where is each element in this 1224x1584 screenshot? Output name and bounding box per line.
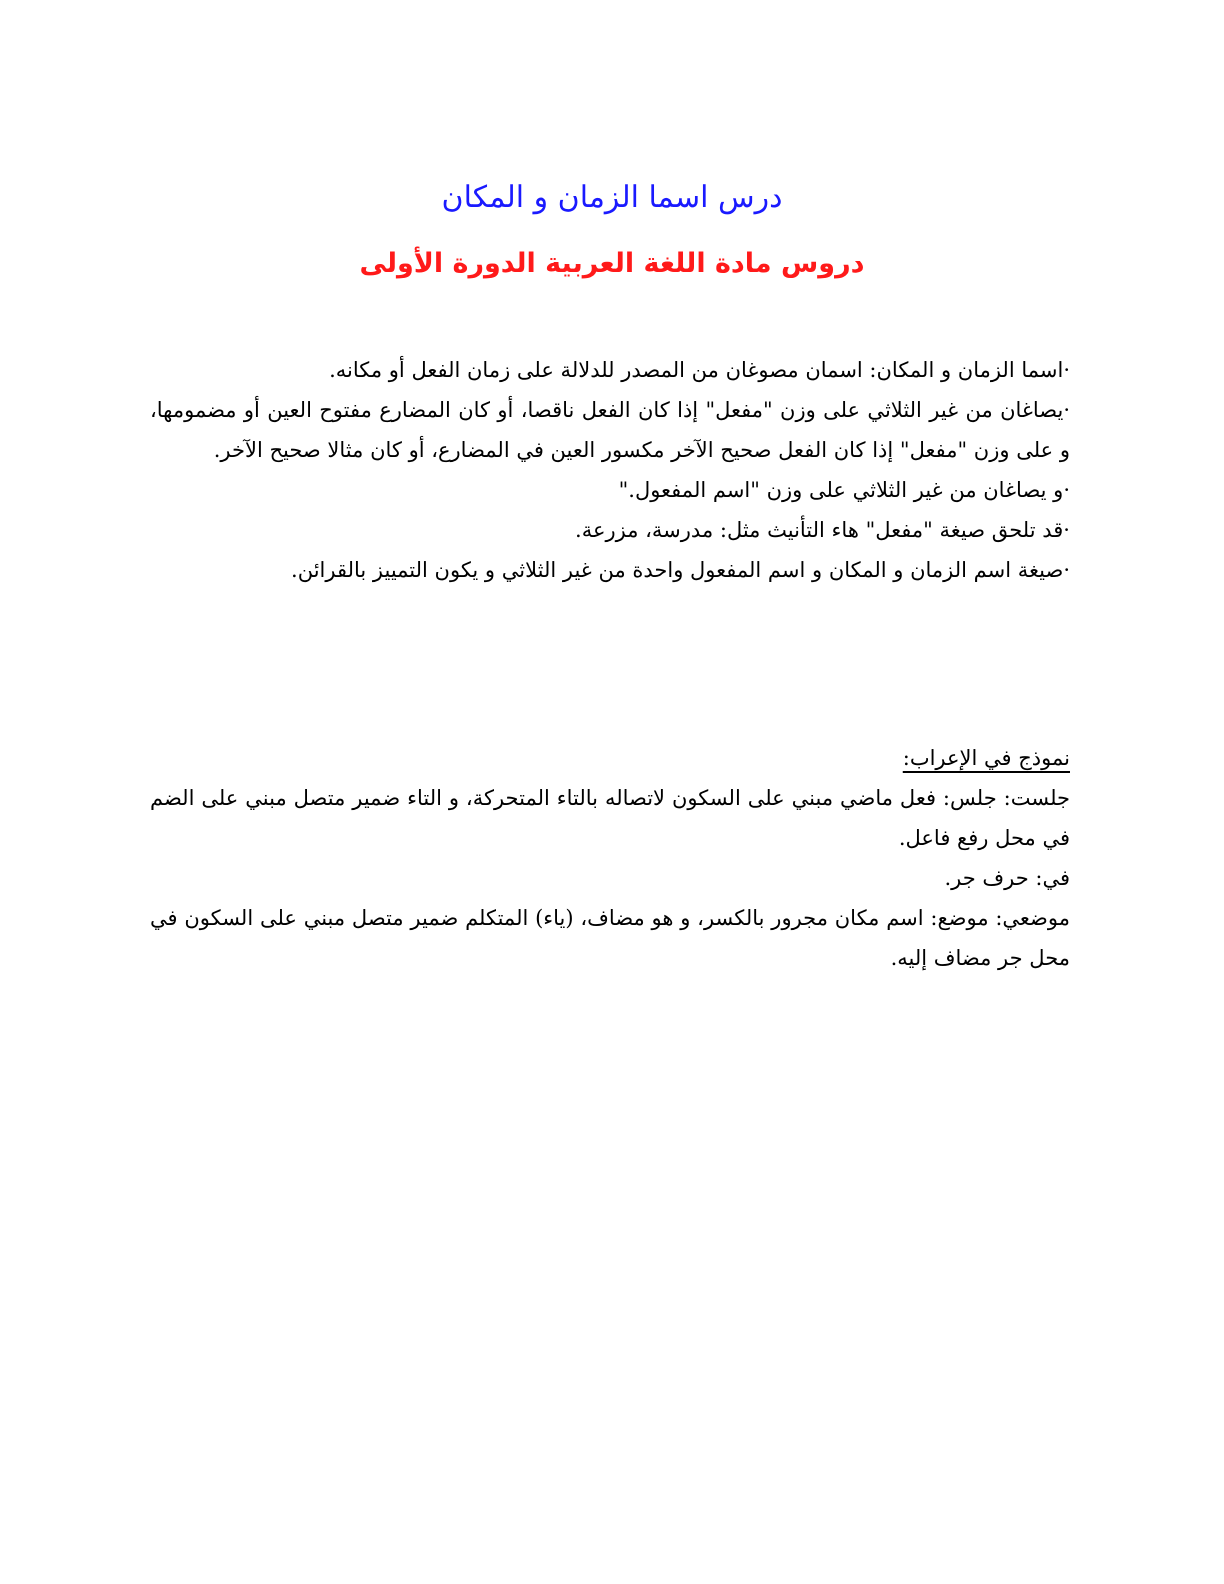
example-line: موضعي: موضع: اسم مكان مجرور بالكسر، و هو مضاف، (ياء) المتكلم ضمير متصل مبني على السكون في محل جر مضاف إليه. [150,906,1070,970]
lesson-subtitle: دروس مادة اللغة العربية الدورة الأولى [359,248,865,279]
example-heading: نموذج في الإعراب: [902,746,1070,770]
example-line: في: حرف جر. [944,866,1070,890]
rule-paragraph: ·يصاغان من غير الثلاثي على وزن "مفعل" إذا كان الفعل ناقصا، أو كان المضارع مفتوح العين أو مضمومها، و على وزن "مفعل" إذا كان الفعل صحيح الآخر مكسور العين في المضارع، أو كان مثالا صحيح الآخر. [150,398,1070,462]
rule-paragraph: ·و يصاغان من غير الثلاثي على وزن "اسم المفعول." [618,478,1070,502]
lesson-title: درس اسما الزمان و المكان [441,180,783,215]
rule-paragraph: ·صيغة اسم الزمان و المكان و اسم المفعول واحدة من غير الثلاثي و يكون التمييز بالقرائن. [291,558,1070,582]
parsing-example-section [150,738,1070,978]
rules-section [150,350,1070,590]
example-line: جلست: جلس: فعل ماضي مبني على السكون لاتصاله بالتاء المتحركة، و التاء ضمير متصل مبني على الضم في محل رفع فاعل. [150,786,1070,850]
rule-paragraph: ·قد تلحق صيغة "مفعل" هاء التأنيث مثل: مدرسة، مزرعة. [575,518,1070,542]
rule-paragraph: ·اسما الزمان و المكان: اسمان مصوغان من المصدر للدلالة على زمان الفعل أو مكانه. [329,358,1070,382]
